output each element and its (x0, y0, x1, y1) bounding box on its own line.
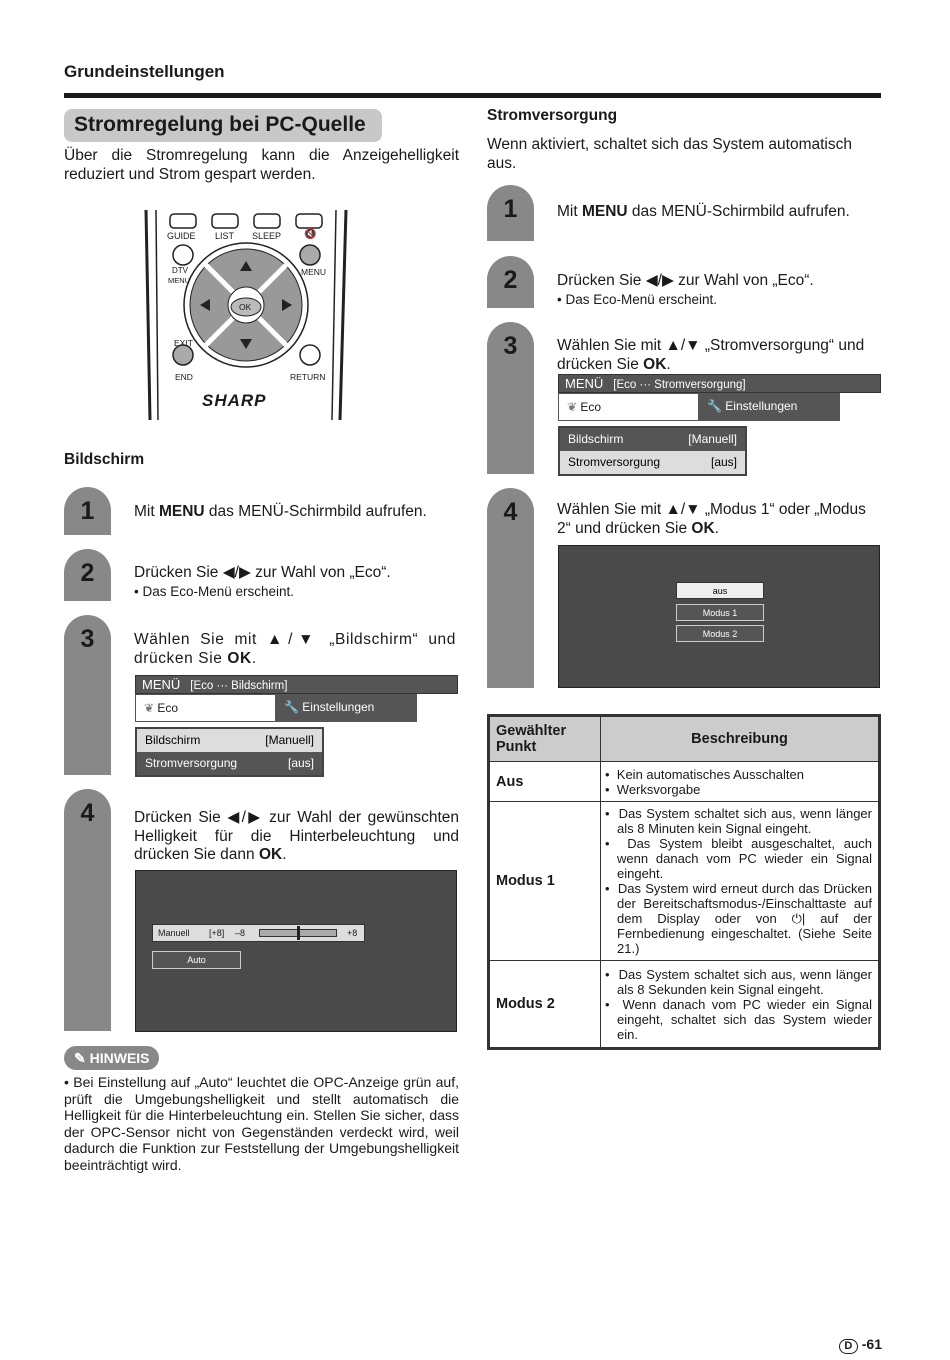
table-header-value: Beschreibung (601, 716, 880, 762)
remote-label-end: END (175, 372, 193, 382)
hint-badge: ✎ HINWEIS (64, 1046, 159, 1070)
sharp-logo: SHARP (202, 391, 267, 410)
right-step-3-text: Wählen Sie mit ▲/▼ „Stromversorgung“ und drücken Sie OK. (557, 337, 865, 373)
submenu-row-stromversorgung[interactable]: Stromversorgung [aus] (560, 451, 745, 474)
left-slider-screen (135, 870, 457, 1032)
remote-label-dtv: DTV (172, 266, 188, 275)
right-submenu (558, 426, 747, 476)
remote-label-exit: EXIT (174, 338, 193, 348)
right-step-2-text: Drücken Sie ◀/▶ zur Wahl von „Eco“. • Das Eco-Menü erscheint. (557, 272, 881, 309)
left-step-3-text: Wählen Sie mit ▲/▼ „Bildschirm“ und drücken Sie OK. (134, 631, 456, 667)
leaf-icon: ❦ (144, 701, 155, 715)
leaf-icon: ❦ (567, 400, 578, 414)
table-cell-value: • Das System schaltet sich aus, wenn länger als 8 Minuten kein Signal eingeht. • Das System bleibt ausgeschaltet, auch wenn danach vom PC wieder ein Signal eingeht. • Das System wird erneut durch das Drücken der Bereitschaftsmodus-/Einschalttaste auf dem Display oder von ⏻| auf der Fernbedienung eingeschaltet. (Siehe Seite 21.) (601, 802, 880, 961)
section-heading: Grundeinstellungen (64, 62, 225, 81)
table-row (489, 961, 880, 1049)
table-cell-value: • Kein automatisches Ausschalten • Werksvorgabe (601, 762, 880, 802)
table-cell-key: Aus (489, 762, 601, 802)
submenu-row-stromversorgung[interactable]: Stromversorgung [aus] (137, 752, 322, 775)
tab-einstellungen[interactable]: 🔧 Einstellungen (276, 694, 417, 722)
hint-text: • Bei Einstellung auf „Auto“ leuchtet die OPC-Anzeige grün auf, prüft die Umgebungshelligkeit und stellt automatisch die Helligkeit für die Hinterbeleuchtung ein. Stellen Sie sicher, dass der OPC-Sensor nicht von Gegenständen verdeckt wird, weil dadurch die Funktion zur Feststellung der Umgebungshelligkeit beeinträchtigt wird. (64, 1074, 459, 1173)
page-number: D -61 (839, 1336, 882, 1354)
table-row (489, 762, 880, 802)
left-step-2-bullet: • Das Eco-Menü erscheint. (134, 583, 295, 599)
description-table (487, 714, 881, 1050)
left-step-4-tab: 4 (64, 789, 111, 1031)
left-step-4-text: Drücken Sie ◀/▶ zur Wahl der gewünschten Helligkeit für die Hinterbeleuchtung und drücken Sie dann OK. (134, 809, 459, 863)
menu-bar: MENÜ [Eco ··· Stromversorgung] (558, 374, 881, 393)
right-option-screen (558, 545, 880, 688)
remote-label-guide: GUIDE (167, 231, 196, 241)
left-step-3-tab: 3 (64, 615, 111, 775)
remote-label-return: RETURN (290, 372, 326, 382)
page-title: Stromregelung bei PC-Quelle (64, 109, 382, 142)
left-submenu (135, 727, 324, 777)
option-modus-2[interactable]: Modus 2 (676, 625, 764, 642)
table-cell-key: Modus 2 (489, 961, 601, 1049)
tab-eco[interactable]: ❦ Eco (135, 694, 276, 722)
submenu-row-bildschirm[interactable]: Bildschirm [Manuell] (137, 729, 322, 752)
mute-icon: 🔇 (304, 229, 317, 240)
remote-label-ok: OK (239, 302, 252, 312)
slider-row: Manuell [+8] –8 +8 (152, 924, 365, 942)
left-menu-screen (135, 675, 458, 777)
table-row (489, 802, 880, 961)
left-step-1-text: Mit MENU das MENÜ-Schirmbild aufrufen. (134, 503, 427, 520)
pencil-icon: ✎ (74, 1050, 86, 1066)
table-header-key: Gewählter Punkt (489, 716, 601, 762)
right-step-2-tab: 2 (487, 256, 534, 308)
right-menu-screen (558, 374, 881, 476)
left-step-2-tab: 2 (64, 549, 111, 601)
right-step-1-tab: 1 (487, 185, 534, 241)
tab-einstellungen[interactable]: 🔧 Einstellungen (699, 393, 840, 421)
remote-label-dtv-menu: MENU (168, 276, 191, 285)
right-step-4-tab: 4 (487, 488, 534, 688)
header-rule (64, 93, 881, 98)
right-step-3-tab: 3 (487, 322, 534, 474)
tools-icon: 🔧 (707, 399, 722, 413)
left-step-1-tab: 1 (64, 487, 111, 535)
right-step-1-text: Mit MENU das MENÜ-Schirmbild aufrufen. (557, 203, 850, 220)
tab-eco[interactable]: ❦ Eco (558, 393, 699, 421)
tools-icon: 🔧 (284, 700, 299, 714)
option-modus-1[interactable]: Modus 1 (676, 604, 764, 621)
left-subheading: Bildschirm (64, 451, 145, 468)
option-aus[interactable]: aus (676, 582, 764, 599)
table-cell-value: • Das System schaltet sich aus, wenn länger als 8 Sekunden kein Signal eingeht. • Wenn danach vom PC wieder ein Signal eingeht, schaltet sich das System wieder ein. (601, 961, 880, 1049)
remote-label-list: LIST (215, 231, 235, 241)
menu-bar: MENÜ [Eco ··· Bildschirm] (135, 675, 458, 694)
remote-illustration (140, 205, 352, 423)
slider-handle[interactable] (297, 926, 300, 940)
submenu-row-bildschirm[interactable]: Bildschirm [Manuell] (560, 428, 745, 451)
left-intro: Über die Stromregelung kann die Anzeigehelligkeit reduziert und Strom gespart werden. (64, 147, 459, 183)
right-step-2-bullet: • Das Eco-Menü erscheint. (557, 291, 718, 307)
left-step-2-text: Drücken Sie ◀/▶ zur Wahl von „Eco“. • Das Eco-Menü erscheint. (134, 564, 459, 601)
remote-label-menu: MENU (301, 267, 327, 277)
table-cell-key: Modus 1 (489, 802, 601, 961)
table-header-row (489, 716, 880, 762)
right-subheading: Stromversorgung (487, 107, 618, 124)
remote-label-sleep: SLEEP (252, 231, 282, 241)
language-badge: D (839, 1339, 858, 1354)
right-step-4-text: Wählen Sie mit ▲/▼ „Modus 1“ oder „Modus 2“ und drücken Sie OK. (557, 501, 866, 537)
auto-button[interactable]: Auto (152, 951, 241, 969)
right-intro: Wenn aktiviert, schaltet sich das System automatisch aus. (487, 136, 852, 172)
